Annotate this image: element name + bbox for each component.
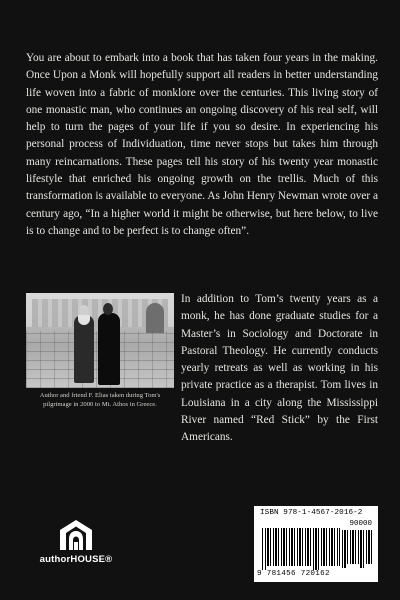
price-code: 90000 xyxy=(349,520,372,528)
isbn-barcode xyxy=(254,506,378,582)
author-bio: In addition to Tom’s twenty years as a monk, he has done graduate studies for a Master’s in Sociology and Doctorate in Pastoral Theology. He currently conducts yearly retreats as well as working in his private practice as a therapist. Tom lives in Louisiana in a city along the Mississippi River named “Red Stick” by the First Americans. xyxy=(181,293,378,444)
publisher-logo xyxy=(36,518,116,565)
isbn-label: ISBN 978-1-4567-2016-2 xyxy=(260,509,363,517)
ean-barcode xyxy=(262,528,340,570)
author-photo xyxy=(26,293,174,388)
photo-caption: Author and friend F. Elias taken during Tom's pilgrimage in 2000 to Mt. Athos in Greece. xyxy=(39,392,161,408)
addon-barcode xyxy=(342,530,372,568)
publisher-name: authorHOUSE® xyxy=(39,554,113,565)
isbn-digits: 9 781456 720162 xyxy=(257,570,330,578)
back-cover-blurb: You are about to embark into a book that has taken four years in the making. Once Upon a Monk will hopefully support all readers in better understanding life woven into a fabric of monklore over the centuries. This living story of one monastic man, who continues an ongoing discovery of his real self, will help to turn the pages of your life if you so desire. In experiencing his personal process of Individuation, time never stops but takes him through many reincarnations. These pages tell his story of his twenty year monastic lifestyle that enriched his ongoing growth on the trellis. Much of this transformation is available to everyone. As John Henry Newman wrote over a century ago, “In a higher world it might be otherwise, but here below, to live is to change and to be perfect is to change often”. xyxy=(26,52,378,237)
authorhouse-logo-icon xyxy=(55,518,97,552)
author-photo-block xyxy=(26,293,174,409)
